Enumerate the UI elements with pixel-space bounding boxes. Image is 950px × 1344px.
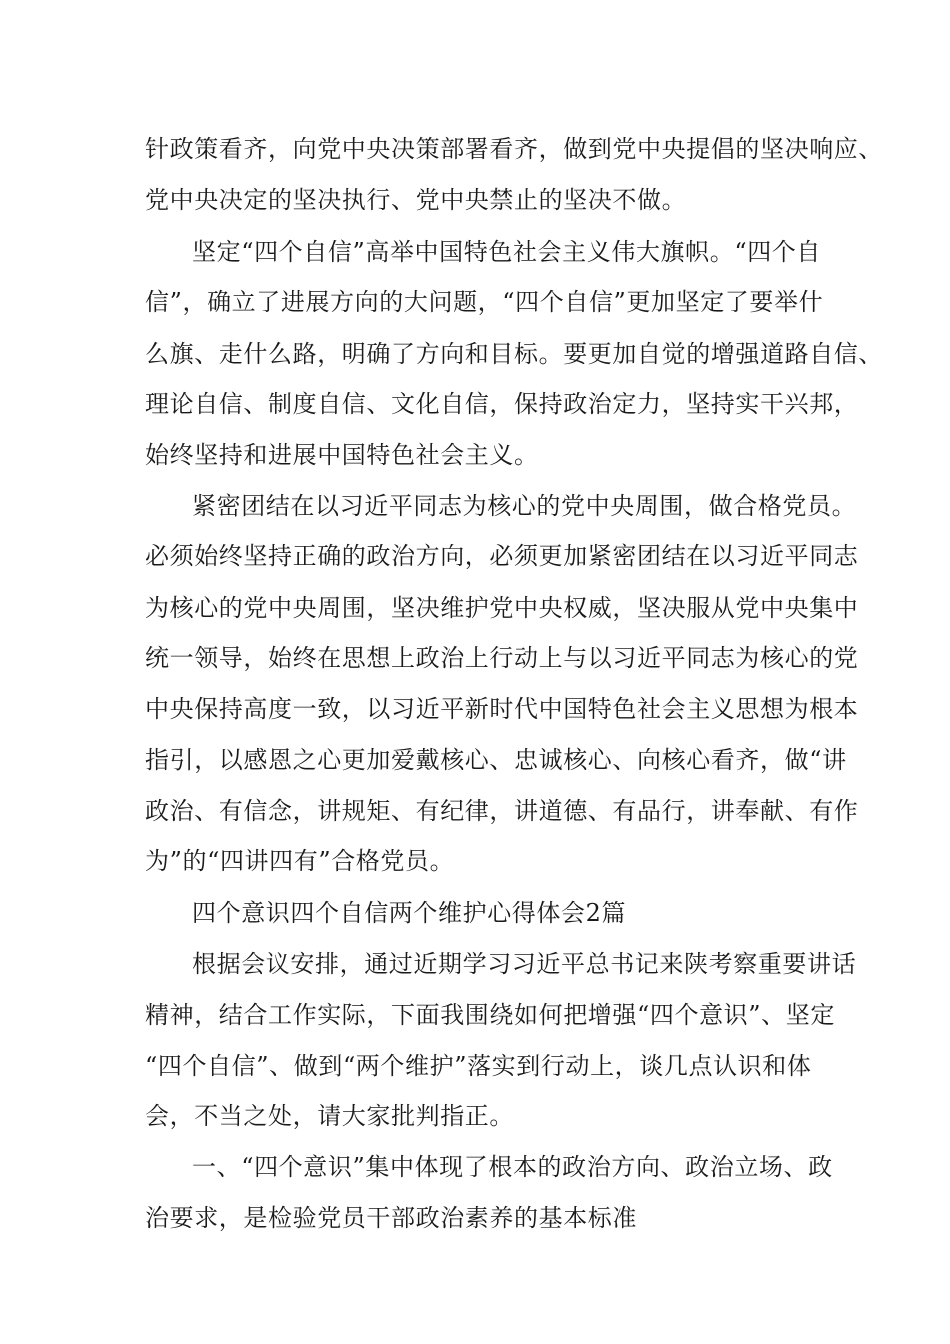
text-line-7: 始终坚持和进展中国特色社会主义。 (145, 441, 539, 469)
text-line-6: 理论自信、制度自信、文化自信，保持政治定力，坚持实干兴邦， (145, 390, 859, 418)
text-line-20: 会，不当之处，请大家批判指正。 (145, 1102, 514, 1130)
text-line-15: 为”的“四讲四有”合格党员。 (145, 847, 455, 875)
paragraph-line-3: 坚定“四个自信”高举中国特色社会主义伟大旗帜。“四个自 (192, 238, 822, 266)
text-line-9: 必须始终坚持正确的政治方向，必须更加紧密团结在以习近平同志 (145, 542, 859, 570)
text-line-1: 针政策看齐，向党中央决策部署看齐，做到党中央提倡的坚决响应、 (145, 135, 883, 163)
text-line-19: “四个自信”、做到“两个维护”落实到行动上，谈几点认识和体 (145, 1052, 812, 1080)
paragraph-line-17: 根据会议安排，通过近期学习习近平总书记来陕考察重要讲话 (192, 950, 857, 978)
text-line-4: 信”，确立了进展方向的大问题，“四个自信”更加坚定了要举什 (145, 288, 824, 316)
text-line-18: 精神，结合工作实际，下面我围绕如何把增强“四个意识”、坚定 (145, 1001, 835, 1029)
text-line-10: 为核心的党中央周围，坚决维护党中央权威，坚决服从党中央集中 (145, 594, 859, 622)
text-line-2: 党中央决定的坚决执行、党中央禁止的坚决不做。 (145, 186, 687, 214)
text-line-22: 治要求，是检验党员干部政治素养的基本标准 (145, 1204, 637, 1232)
text-line-13: 指引，以感恩之心更加爱戴核心、忠诚核心、向核心看齐，做“讲 (145, 746, 847, 774)
text-line-11: 统一领导，始终在思想上政治上行动上与以习近平同志为核心的党 (145, 644, 859, 672)
paragraph-line-21: 一、“四个意识”集中体现了根本的政治方向、政治立场、政 (192, 1153, 833, 1181)
text-line-5: 么旗、走什么路，明确了方向和目标。要更加自觉的增强道路自信、 (145, 340, 883, 368)
paragraph-line-8: 紧密团结在以习近平同志为核心的党中央周围，做合格党员。 (192, 492, 857, 520)
section-heading: 四个意识四个自信两个维护心得体会2篇 (192, 899, 627, 927)
text-line-12: 中央保持高度一致，以习近平新时代中国特色社会主义思想为根本 (145, 695, 859, 723)
text-line-14: 政治、有信念，讲规矩、有纪律，讲道德、有品行，讲奉献、有作 (145, 797, 859, 825)
